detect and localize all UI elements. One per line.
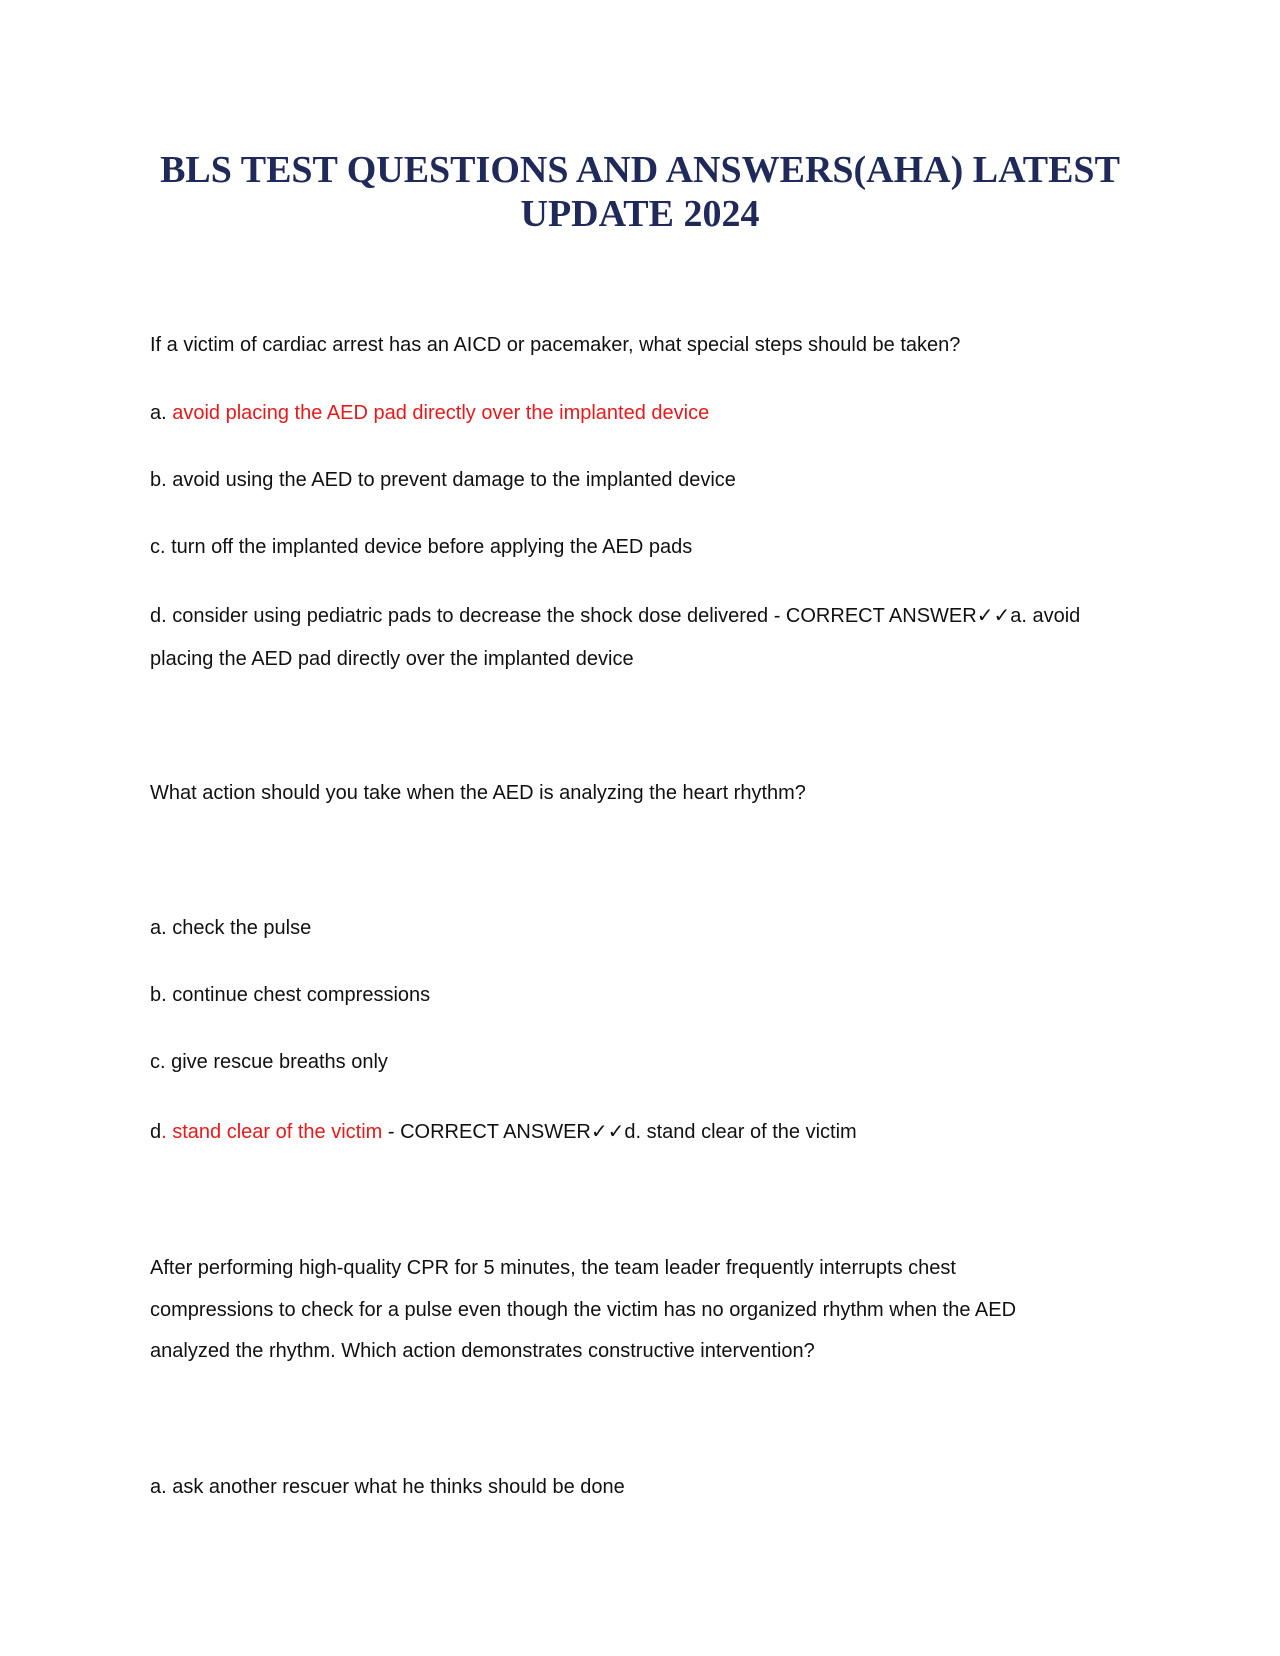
q1-option-c: c. turn off the implanted device before applying the AED pads	[150, 536, 693, 558]
title-line-2: UPDATE 2024	[520, 193, 760, 235]
q2-option-c: c. give rescue breaths only	[150, 1051, 388, 1073]
q2-option-d	[150, 1120, 857, 1144]
q1-option-a-prefix: a.	[150, 402, 167, 424]
q1-option-a	[150, 401, 709, 425]
q1-option-a-highlight: avoid placing the AED pad directly over the implanted device	[166, 402, 710, 424]
q2-option-a: a. check the pulse	[150, 917, 312, 939]
title-line-1: BLS TEST QUESTIONS AND ANSWERS(AHA) LATEST	[160, 149, 1120, 191]
q2-option-d-prefix: d	[150, 1121, 162, 1143]
question-3-line1: After performing high-quality CPR for 5 minutes, the team leader frequently interrupts chest	[150, 1257, 956, 1279]
question-2: What action should you take when the AED is analyzing the heart rhythm?	[150, 782, 806, 804]
question-3-line2: compressions to check for a pulse even though the victim has no organized rhythm when the AED	[150, 1299, 1017, 1321]
q1-option-d-line1: d. consider using pediatric pads to decrease the shock dose delivered - CORRECT ANSWER✓✓a. avoid	[150, 605, 1081, 627]
question-3-line3: analyzed the rhythm. Which action demonstrates constructive intervention?	[150, 1340, 815, 1362]
q3-option-a: a. ask another rescuer what he thinks should be done	[150, 1476, 625, 1498]
q1-option-b: b. avoid using the AED to prevent damage to the implanted device	[150, 469, 736, 491]
question-1: If a victim of cardiac arrest has an AICD or pacemaker, what special steps should be taken?	[150, 334, 961, 356]
q2-option-d-highlight: . stand clear of the victim	[161, 1121, 383, 1143]
document-title	[100, 148, 1180, 236]
q2-option-b: b. continue chest compressions	[150, 984, 431, 1006]
q2-option-d-answer: - CORRECT ANSWER✓✓d. stand clear of the victim	[382, 1121, 857, 1143]
q1-option-d-line2: placing the AED pad directly over the implanted device	[150, 648, 634, 670]
